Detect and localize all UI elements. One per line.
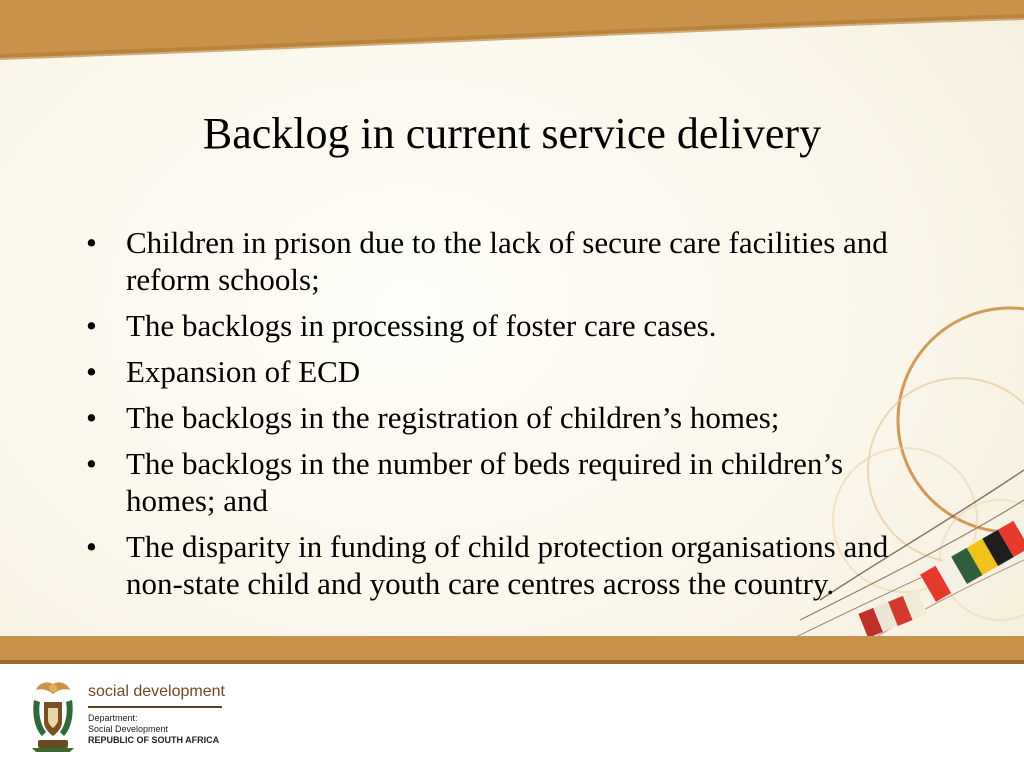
department-line: Social Development: [88, 724, 169, 734]
bullet-item: • The disparity in funding of child protection organisations and non-state child and youth care centres across the country.: [84, 528, 914, 602]
department-logo-text: social development: [88, 683, 225, 700]
department-caption: [88, 713, 219, 746]
bullet-item: • Expansion of ECD: [84, 353, 914, 390]
bullet-list: [84, 224, 914, 611]
bullet-item: • The backlogs in the number of beds required in children’s homes; and: [84, 445, 914, 519]
bullet-item: • The backlogs in the registration of children’s homes;: [84, 399, 914, 436]
country-line: REPUBLIC OF SOUTH AFRICA: [88, 735, 220, 745]
bullet-item: • Children in prison due to the lack of secure care facilities and reform schools;: [84, 224, 914, 298]
bullet-item: • The backlogs in processing of foster care cases.: [84, 307, 914, 344]
department-line: Department:: [88, 713, 138, 723]
slide-title: Backlog in current service delivery: [202, 109, 822, 158]
logo-divider: [88, 706, 222, 708]
coat-of-arms-icon: [26, 678, 80, 754]
